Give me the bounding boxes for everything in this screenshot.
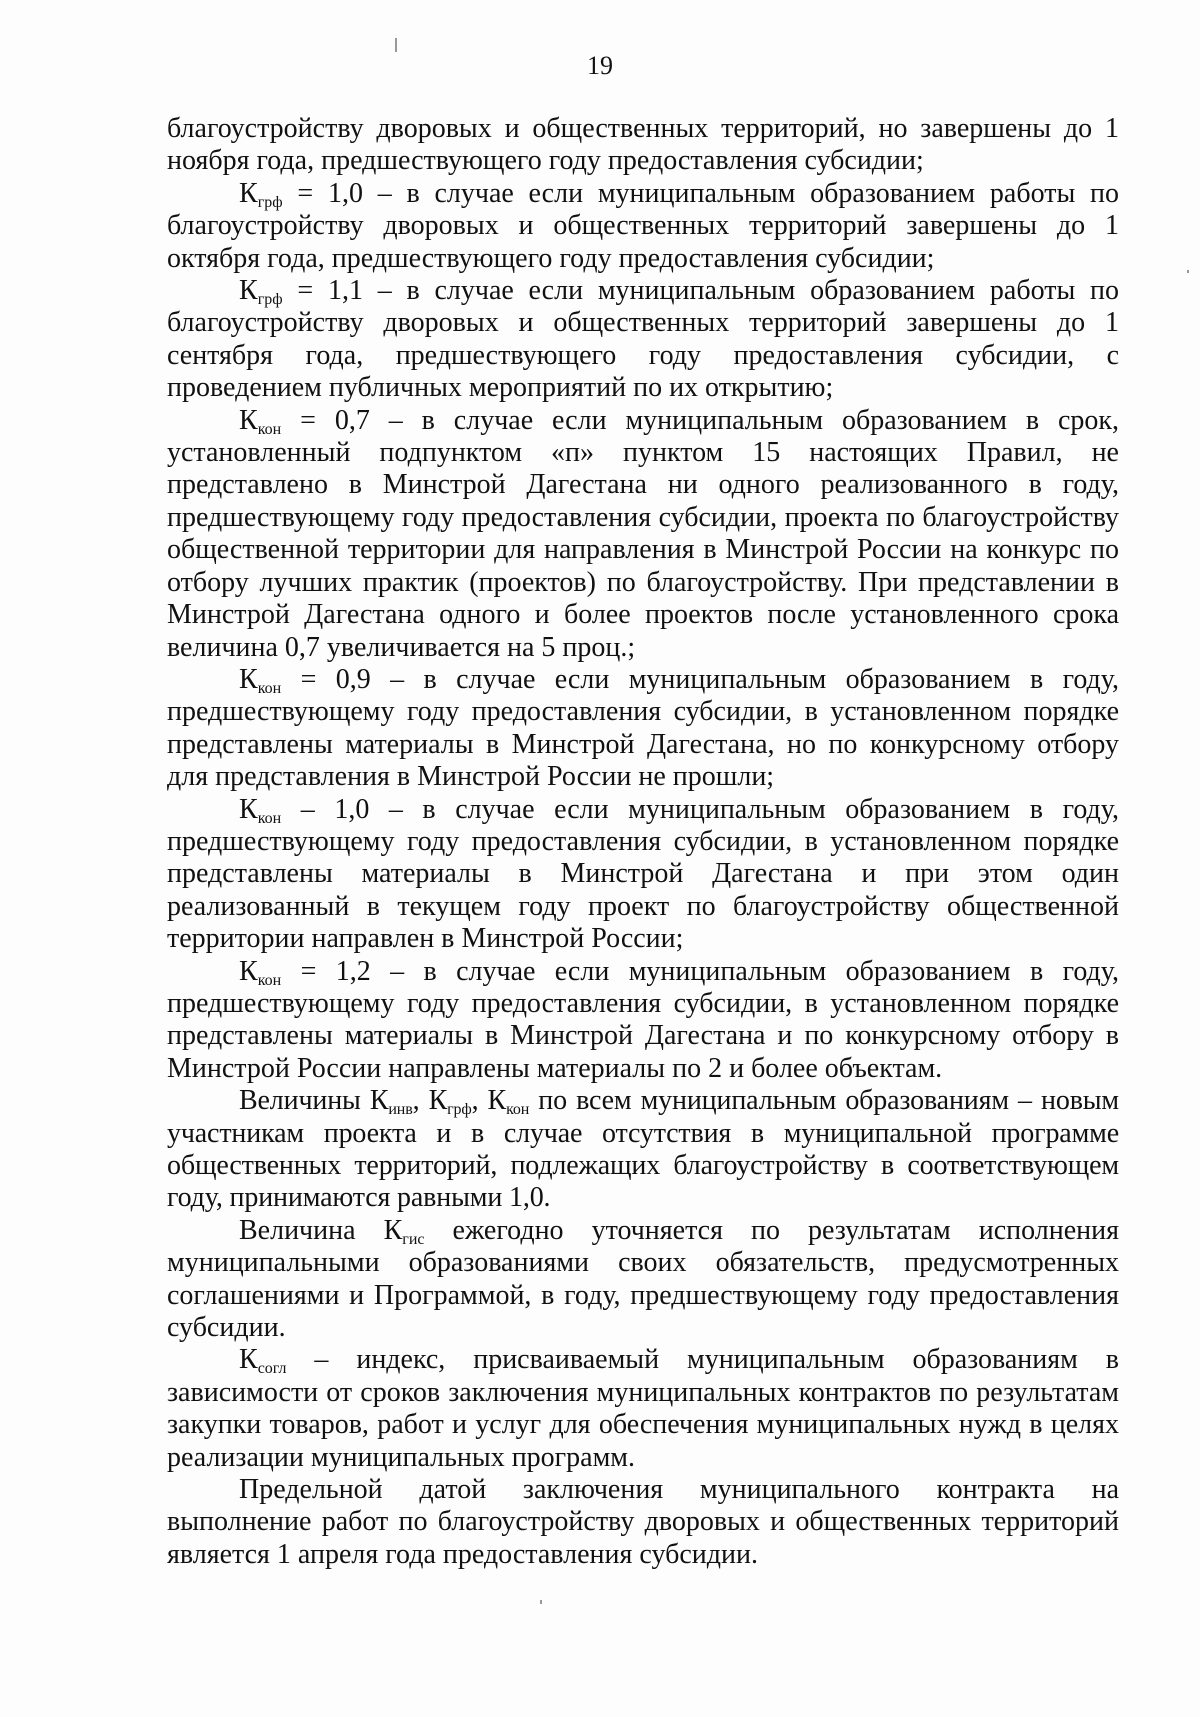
coefficient-subscript: гис xyxy=(402,1230,425,1248)
paragraph-5 xyxy=(167,664,1119,794)
coefficient-subscript: инв xyxy=(388,1101,413,1119)
paragraph-text: по всем муниципальным образованиям – новым участникам проекта и в случае отсутствия в муниципальной программе общественных территорий, подлежащих благоустройству в соответствующем году, принимаются равными 1,0. xyxy=(167,1085,1119,1214)
paragraph-text: ежегодно уточняется по результатам исполнения муниципальными образованиями своих обязательств, предусмотренных соглашениями и Программой, в году, предшествующему году предоставления субсидии. xyxy=(167,1214,1119,1344)
paragraph-text: = 1,1 – в случае если муниципальным образованием работы по благоустройству дворовых и общественных территорий завершены до 1 сентября года, предшествующего году предоставления субсидии, с проведением публичных мероприятий по их открытию; xyxy=(167,275,1119,404)
coefficient-symbol: К xyxy=(239,793,258,825)
coefficient-subscript: кон xyxy=(257,420,282,438)
paragraph-9 xyxy=(167,1215,1119,1345)
coefficient-subscript: кон xyxy=(257,971,282,989)
paragraph-1 xyxy=(167,113,1119,178)
coefficient-symbol: К xyxy=(239,275,258,307)
coefficient-symbol: К xyxy=(239,1344,258,1376)
scan-speck xyxy=(395,38,397,52)
scan-speck xyxy=(540,1600,542,1604)
paragraph-10 xyxy=(167,1344,1119,1474)
document-body xyxy=(167,113,1119,1571)
paragraph-text: благоустройству дворовых и общественных территорий, но завершены до 1 ноября года, предшествующего году предоставления субсидии; xyxy=(167,113,1119,177)
paragraph-text: = 1,0 – в случае если муниципальным образованием работы по благоустройству дворовых и общественных территорий завершены до 1 октября года, предшествующего году предоставления субсидии; xyxy=(167,177,1119,274)
page-number: 19 xyxy=(587,51,613,80)
coefficient-symbol: К xyxy=(239,404,258,436)
paragraph-7 xyxy=(167,956,1119,1086)
coefficient-separator: , К xyxy=(412,1085,448,1117)
paragraph-11 xyxy=(167,1474,1119,1571)
paragraph-2 xyxy=(167,178,1119,275)
paragraph-text: Предельной датой заключения муниципального контракта на выполнение работ по благоустройству дворовых и общественных территорий является 1 апреля года предоставления субсидии. xyxy=(167,1474,1119,1570)
coefficient-symbol: К xyxy=(239,177,258,209)
paragraph-lead: Величины К xyxy=(239,1085,389,1117)
paragraph-lead: Величина К xyxy=(239,1214,403,1246)
coefficient-subscript: грф xyxy=(257,291,283,309)
paragraph-6 xyxy=(167,794,1119,956)
coefficient-subscript: кон xyxy=(257,679,282,697)
paragraph-4 xyxy=(167,405,1119,664)
coefficient-subscript: кон xyxy=(506,1101,530,1119)
paragraph-text: = 0,7 – в случае если муниципальным образованием в срок, установленный подпунктом «п» пунктом 15 настоящих Правил, не представлено в Минстрой Дагестана ни одного реализованного в году, предшествующему году предоставления субсидии, проекта по благоустройству общественной территории для направления в Минстрой России на конкурс по отбору лучших практик (проектов) по благоустройству. При представлении в Минстрой Дагестана одного и более проектов после установленного срока величина 0,7 увеличивается на 5 проц.; xyxy=(167,404,1119,663)
paragraph-8 xyxy=(167,1085,1119,1215)
coefficient-separator: , К xyxy=(471,1085,507,1117)
paragraph-text: = 1,2 – в случае если муниципальным образованием в году, предшествующему году предоставления субсидии, в установленном порядке представлены материалы в Минстрой Дагестана и по конкурсному отбору в Минстрой России направлены материалы по 2 и более объектам. xyxy=(167,955,1119,1084)
coefficient-subscript: грф xyxy=(447,1101,472,1119)
paragraph-text: = 0,9 – в случае если муниципальным образованием в году, предшествующему году предоставления субсидии, в установленном порядке представлены материалы в Минстрой Дагестана, но по конкурсному отбору для представления в Минстрой России не прошли; xyxy=(167,663,1119,793)
paragraph-text: – 1,0 – в случае если муниципальным образованием в году, предшествующему году предоставления субсидии, в установленном порядке представлены материалы в Минстрой Дагестана и при этом один реализованный в текущем году проект по благоустройству общественной территории направлен в Минстрой России; xyxy=(167,793,1119,955)
coefficient-subscript: грф xyxy=(257,193,283,211)
coefficient-symbol: К xyxy=(239,663,258,695)
scan-speck xyxy=(1187,270,1189,273)
paragraph-text: – индекс, присваиваемый муниципальным образованиям в зависимости от сроков заключения муниципальных контрактов по результатам закупки товаров, работ и услуг для обеспечения муниципальных нужд в целях реализации муниципальных программ. xyxy=(167,1344,1119,1473)
coefficient-subscript: согл xyxy=(257,1360,287,1378)
coefficient-subscript: кон xyxy=(257,809,282,827)
paragraph-3 xyxy=(167,275,1119,405)
coefficient-symbol: К xyxy=(239,955,258,987)
